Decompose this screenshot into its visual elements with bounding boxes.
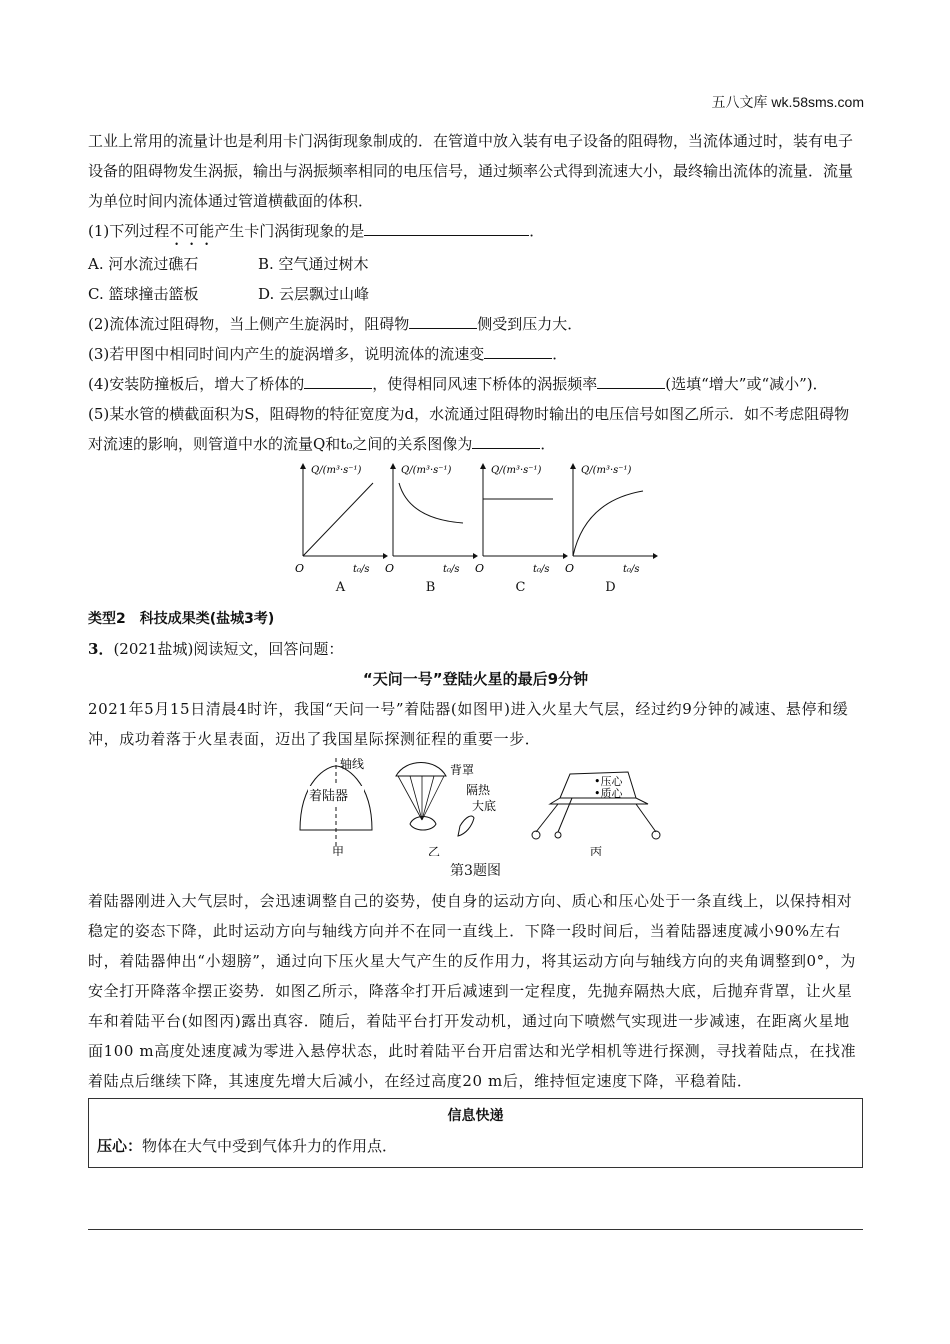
answer-blank	[409, 310, 477, 329]
svg-text:乙: 乙	[428, 845, 441, 856]
q-t-graphs	[88, 461, 863, 596]
shield-label: 背罩	[450, 763, 475, 777]
question-1-suffix: 产生卡门涡街现象的是	[214, 222, 365, 240]
question-1-emphasis: 不可能	[169, 222, 215, 240]
svg-text:t₀/s: t₀/s	[533, 564, 550, 575]
info-box-definition: 物体在大气中受到气体升力的作用点．	[142, 1137, 398, 1155]
svg-text:t₀/s: t₀/s	[353, 564, 370, 575]
graph-c-label: C	[515, 580, 526, 595]
intro-paragraph: 工业上常用的流量计也是利用卡门涡街现象制成的．在管道中放入装有电子设备的阻碍物，当流体通过时，装有电子设备的阻碍物发生涡振，输出与涡振频率相同的电压信号，通过频率公式得到流速大小，最终输出流体的流量．流量为单位时间内流体通过管道横截面的体积．	[88, 132, 854, 210]
svg-text:O: O	[475, 562, 485, 575]
article-paragraph-2: 着陆器刚进入大气层时，会迅速调整自己的姿势，使自身的运动方向、质心和压心处于一条直线上，以保持相对稳定的姿态下降，此时运动方向与轴线方向并不在同一直线上．下降一段时间后，当着陆器速度减小90%左右时，着陆器伸出“小翅膀”，通过向下压火星大气产生的反作用力，将其运动方向与轴线方向的夹角调整到0°，为安全打开降落伞摆正姿势．如图乙所示，降落伞打开后减速到一定程度，先抛弃隔热大底，后抛弃背罩，让火星车和着陆平台(如图丙)露出真容．随后，着陆平台打开发动机，通过向下喷燃气实现进一步减速，在距离火星地面100 m高度处速度减为零进入悬停状态，此时着陆平台开启雷达和光学相机等进行探测，寻找着陆点，在找准着陆点后继续下降，其速度先增大后减小，在经过高度20 m后，维持恒定速度下降，平稳着陆．	[88, 892, 857, 1090]
svg-text:隔热: 隔热	[466, 783, 491, 797]
graph-a-label: A	[335, 580, 346, 595]
lander-capsule-illustration	[300, 758, 372, 856]
svg-text:Q/(m³·s⁻¹): Q/(m³·s⁻¹)	[491, 465, 542, 476]
graph-a	[293, 461, 388, 596]
svg-text:甲: 甲	[332, 845, 345, 856]
svg-text:大底: 大底	[472, 799, 497, 813]
question-2: (2)流体流过阻碍物，当上侧产生旋涡时，阻碍物 侧受到压力大．	[88, 309, 863, 339]
question-4: (4)安装防撞板后，增大了桥体的 ，使得相同风速下桥体的涡振频率 (选填“增大”或“减小”)．	[88, 369, 863, 399]
parachute-illustration	[396, 762, 496, 856]
graph-d	[563, 461, 658, 596]
info-box-title: 信息快递	[447, 1108, 504, 1124]
svg-text:t₀/s: t₀/s	[443, 564, 460, 575]
info-box	[88, 1098, 863, 1168]
section-2-title: 类型2 科技成果类(盐城3考)	[88, 611, 275, 627]
svg-text:t₀/s: t₀/s	[623, 564, 640, 575]
info-box-content	[97, 1131, 854, 1161]
answer-blank	[304, 370, 372, 389]
figure-3	[88, 758, 863, 856]
question-3: 3．(2021盐城)阅读短文，回答问题：	[88, 640, 344, 658]
svg-text:O: O	[295, 562, 305, 575]
option-a: A. 河水流过礁石	[88, 255, 199, 273]
pressure-center-label: •压心	[594, 775, 623, 788]
graph-b	[383, 461, 478, 596]
footer-divider	[88, 1229, 863, 1230]
graph-c	[473, 461, 568, 596]
option-b: B. 空气通过树木	[258, 255, 369, 273]
svg-text:Q/(m³·s⁻¹): Q/(m³·s⁻¹)	[581, 465, 632, 476]
page-content	[88, 126, 863, 1168]
lander-label: 着陆器	[309, 789, 349, 804]
info-box-term: 压心：	[97, 1137, 143, 1155]
svg-text:丙: 丙	[590, 845, 603, 856]
question-1-prefix: (1)下列过程	[88, 222, 170, 240]
answer-blank	[484, 340, 552, 359]
article-paragraph-1: 2021年5月15日清晨4时许，我国“天问一号”着陆器(如图甲)进入火星大气层，经过约9分钟的减速、悬停和缓冲，成功着落于火星表面，迈出了我国星际探测征程的重要一步．	[88, 700, 849, 748]
answer-blank	[472, 430, 540, 449]
option-c: C. 篮球撞击篮板	[88, 285, 199, 303]
answer-blank	[597, 370, 665, 389]
answer-blank	[364, 217, 529, 236]
svg-text:O: O	[385, 562, 395, 575]
question-1-options-row-2	[88, 279, 863, 309]
svg-text:O: O	[565, 562, 575, 575]
graph-d-label: D	[605, 580, 616, 595]
graph-b-label: B	[425, 580, 436, 595]
question-1: (1)下列过程不可能产生卡门涡街现象的是 ．	[88, 216, 863, 249]
landing-platform-illustration	[532, 772, 660, 856]
page-header-watermark: 五八文库 wk.58sms.com	[711, 94, 864, 110]
figure-caption: 第3题图	[450, 863, 501, 879]
article-title: “天问一号”登陆火星的最后9分钟	[362, 670, 589, 688]
option-d: D. 云层飘过山峰	[258, 285, 370, 303]
axis-label: 轴线	[340, 758, 365, 771]
question-1-options-row-1	[88, 249, 863, 279]
mass-center-label: •质心	[594, 787, 623, 800]
question-5: (5)某水管的横截面积为S，阻碍物的特征宽度为d，水流通过阻碍物时输出的电压信号如图乙所示．如不考虑阻碍物对流速的影响，则管道中水的流量Q和t₀之间的关系图像为 ．	[88, 405, 850, 453]
graph-y-label: Q/(m³·s⁻¹)	[311, 465, 362, 476]
question-3-sub: (3)若甲图中相同时间内产生的旋涡增多，说明流体的流速变 ．	[88, 339, 863, 369]
svg-text:Q/(m³·s⁻¹): Q/(m³·s⁻¹)	[401, 465, 452, 476]
